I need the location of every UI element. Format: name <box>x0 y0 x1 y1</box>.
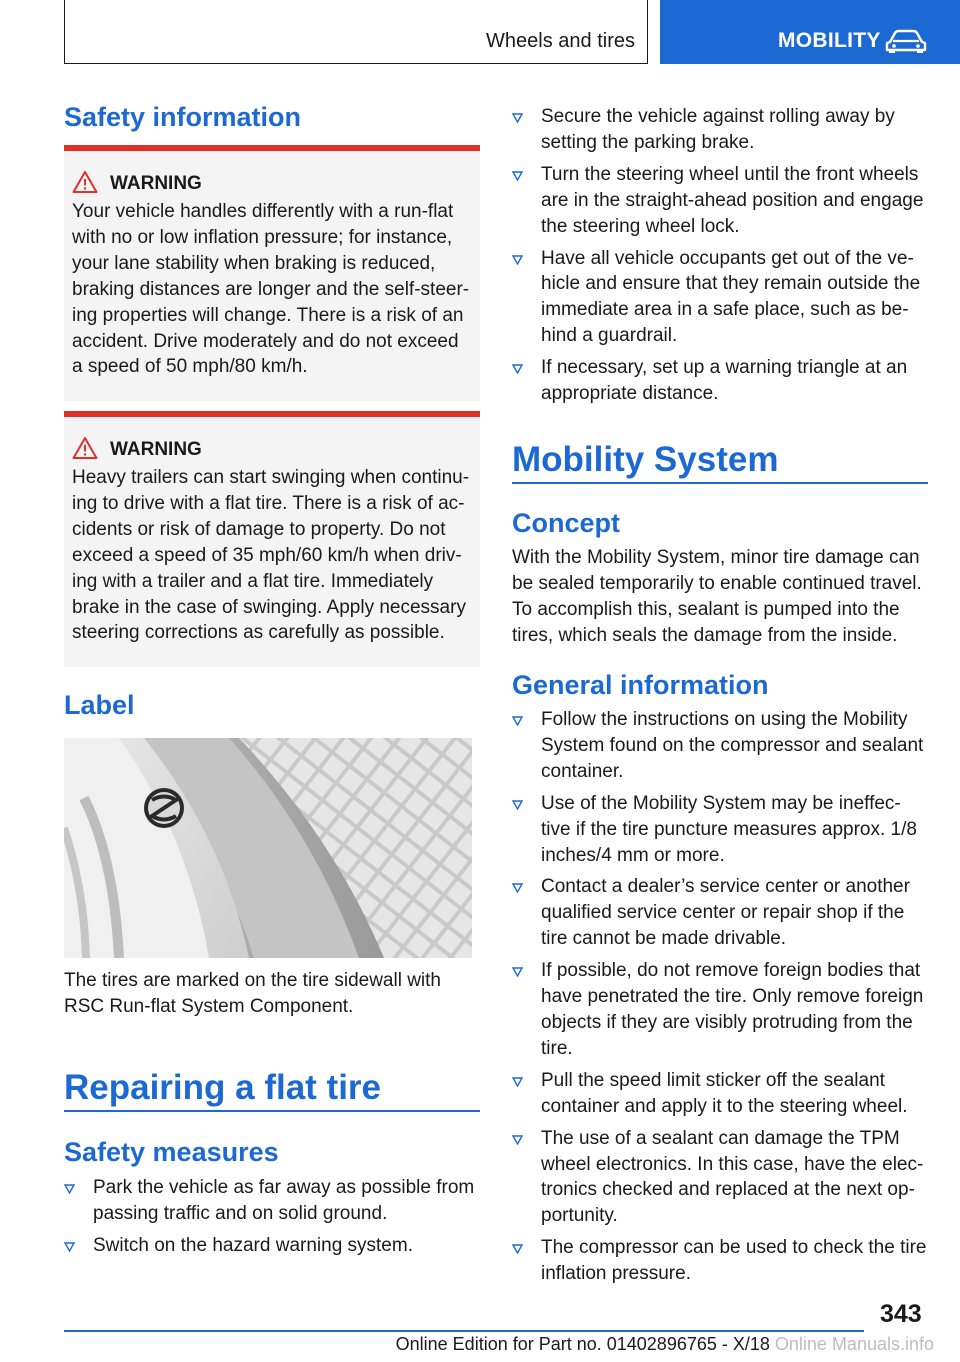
list-item-text: If possible, do not remove foreign bodies that have penetrated the tire. Only remove foreign objects if they are visibly protruding from the tire. <box>541 960 924 1059</box>
triangle-bullet-icon <box>512 171 523 181</box>
triangle-bullet-icon <box>512 800 523 810</box>
label-caption: The tires are marked on the tire sidewall with RSC Run-flat System Component. <box>64 970 441 1017</box>
triangle-bullet-icon <box>512 1077 523 1087</box>
list-item <box>512 1126 928 1230</box>
header-chapter-box <box>64 0 648 64</box>
triangle-bullet-icon <box>512 716 523 726</box>
list-item <box>64 1233 480 1259</box>
triangle-bullet-icon <box>512 364 523 374</box>
section-tab-label: MOBILITY <box>778 29 881 52</box>
warning-title <box>110 439 472 461</box>
list-item-text: If necessary, set up a warning triangle at an appropriate distance. <box>541 357 908 405</box>
triangle-bullet-icon <box>512 1244 523 1254</box>
triangle-bullet-icon <box>512 967 523 977</box>
list-item <box>512 1068 928 1120</box>
list-item <box>512 791 928 869</box>
list-item-text: The use of a sealant can damage the TPM wheel electronics. In this case, have the elec-tronics checked and replaced at the next op-portunity. <box>541 1127 924 1227</box>
general-information-heading: General information <box>512 670 769 700</box>
list-item <box>512 958 928 1062</box>
list-item <box>512 355 928 407</box>
list-item-text: The compressor can be used to check the tire inflation pressure. <box>541 1237 927 1285</box>
concept-heading: Concept <box>512 508 620 538</box>
warning-box-2 <box>64 411 480 667</box>
triangle-bullet-icon <box>512 113 523 123</box>
footer-edition-line <box>0 1334 934 1355</box>
list-item-text: Follow the instructions on using the Mobility System found on the compressor and sealant container. <box>541 709 924 782</box>
safety-measures-list-continued <box>512 104 928 413</box>
warning-title-text: WARNING <box>110 439 202 460</box>
warning-title-text: WARNING <box>110 173 202 194</box>
footer-edition: Online Edition for Part no. 01402896765 - X/18 <box>395 1334 770 1354</box>
list-item <box>512 104 928 156</box>
mobility-system-heading: Mobility System <box>512 440 779 479</box>
list-item <box>512 707 928 785</box>
list-item <box>512 246 928 350</box>
triangle-bullet-icon <box>64 1184 75 1194</box>
list-item-text: Pull the speed limit sticker off the sealant container and apply it to the steering wheel. <box>541 1069 908 1117</box>
warning-triangle-icon <box>72 170 98 194</box>
heading-rule <box>512 482 928 484</box>
triangle-bullet-icon <box>512 883 523 893</box>
safety-measures-heading: Safety measures <box>64 1137 279 1167</box>
heading-rule <box>64 1110 480 1112</box>
triangle-bullet-icon <box>64 1242 75 1252</box>
safety-information-heading: Safety information <box>64 102 302 132</box>
label-heading: Label <box>64 690 135 720</box>
footer-watermark: Online Manuals.info <box>769 1334 934 1354</box>
list-item-text: Turn the steering wheel until the front wheels are in the straight-ahead position and engage the steering wheel lock. <box>541 163 924 237</box>
warning-title <box>110 173 472 195</box>
warning-text: Heavy trailers can start swinging when continu-ing to drive with a flat tire. There is a risk of ac-cidents or risk of damage to property. Do not exceed a speed of 35 mph/60 km/h when driv-ing with a trailer and a flat tire. Immediately brake in the case of swinging. Apply necessary steering corrections as carefully as possible. <box>72 467 470 644</box>
list-item <box>512 162 928 240</box>
chapter-title: Wheels and tires <box>486 30 635 52</box>
repairing-flat-tire-heading: Repairing a flat tire <box>64 1068 382 1107</box>
triangle-bullet-icon <box>512 255 523 265</box>
warning-box-1 <box>64 145 480 401</box>
list-item-text: Use of the Mobility System may be ineffec-tive if the tire puncture measures approx. 1/8 inches/4 mm or more. <box>541 792 917 866</box>
tire-sidewall-illustration <box>64 738 472 958</box>
list-item <box>512 874 928 952</box>
list-item-text: Contact a dealer’s service center or another qualified service center or repair shop if the tire cannot be made drivable. <box>541 876 910 950</box>
general-information-list <box>512 707 928 1293</box>
list-item-text: Park the vehicle as far away as possible from passing traffic and on solid ground. <box>93 1177 475 1224</box>
page-number: 343 <box>880 1300 922 1328</box>
car-icon <box>884 28 928 54</box>
list-item <box>64 1175 480 1227</box>
footer-rule <box>64 1330 864 1332</box>
list-item-text: Have all vehicle occupants get out of the ve-hicle and ensure that they remain outside the immediate area in a safe place, such as be-hind a guardrail. <box>541 247 921 347</box>
list-item-text: Switch on the hazard warning system. <box>93 1234 413 1256</box>
triangle-bullet-icon <box>512 1135 523 1145</box>
warning-text: Your vehicle handles differently with a run-flat with no or low inflation pressure; for instance, your lane stability when braking is reduced, braking distances are longer and the self-steer-ing properties will change. There is a risk of an accident. Drive moderately and do not exceed a speed of 50 mph/80 km/h. <box>72 201 470 378</box>
safety-measures-list <box>64 1175 480 1265</box>
section-tab[interactable] <box>660 0 960 64</box>
warning-triangle-icon <box>72 436 98 460</box>
list-item <box>512 1235 928 1287</box>
list-item-text: Secure the vehicle against rolling away by setting the parking brake. <box>541 106 895 153</box>
concept-text: With the Mobility System, minor tire damage can be sealed temporarily to enable continued travel. To accomplish this, sealant is pumped into the tires, which seals the damage from the inside. <box>512 547 922 646</box>
